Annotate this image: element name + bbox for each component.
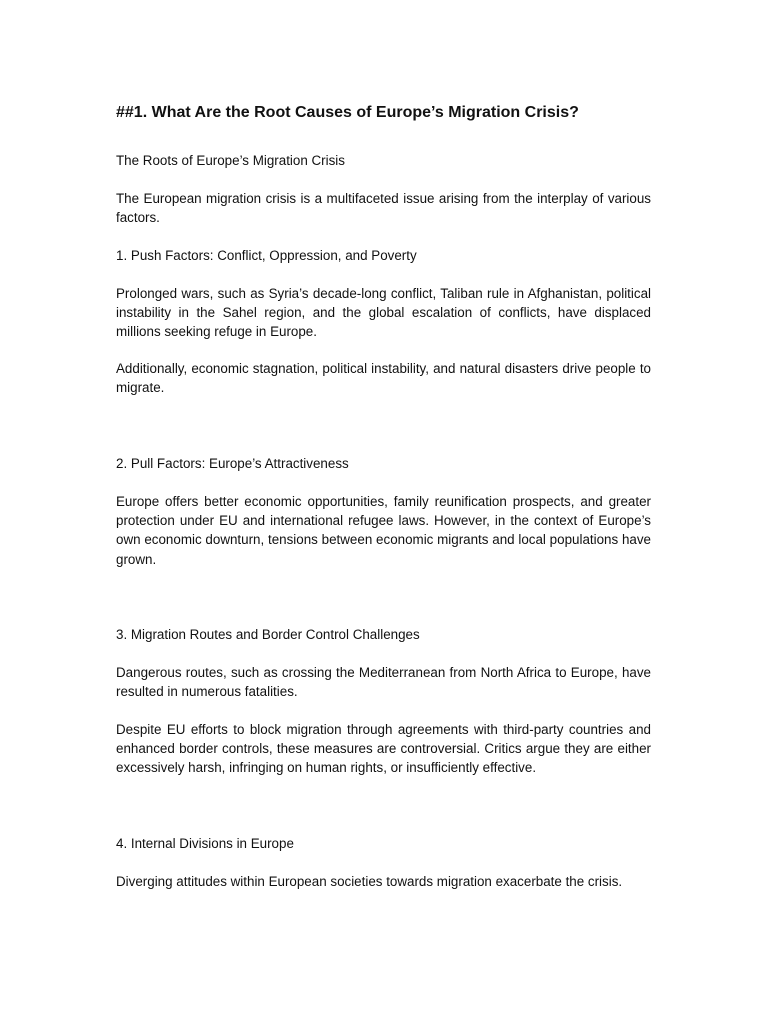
section-heading-internal-divisions: 4. Internal Divisions in Europe bbox=[116, 836, 294, 851]
paragraph-dangerous-routes: Dangerous routes, such as crossing the Mediterranean from North Africa to Europe, have resulted in numerous fatalities. bbox=[116, 665, 651, 700]
paragraph-prolonged-wars: Prolonged wars, such as Syria’s decade-long conflict, Taliban rule in Afghanistan, political instability in the Sahel region, and the global escalation of conflicts, have displaced millions seeking refuge in Europe. bbox=[116, 286, 651, 340]
paragraph-economic-stagnation: Additionally, economic stagnation, political instability, and natural disasters drive people to migrate. bbox=[116, 361, 651, 396]
paragraph-europe-offers: Europe offers better economic opportunities, family reunification prospects, and greater protection under EU and international refugee laws. However, in the context of Europe’s own economic downturn, tensions between economic migrants and local populations have grown. bbox=[116, 494, 651, 567]
paragraph-diverging-attitudes: Diverging attitudes within European societies towards migration exacerbate the crisis. bbox=[116, 874, 623, 889]
section-heading-migration-routes: 3. Migration Routes and Border Control Challenges bbox=[116, 627, 420, 642]
paragraph-eu-efforts: Despite EU efforts to block migration through agreements with third-party countries and enhanced border controls, these measures are controversial. Critics argue they are either excessively harsh, infringing on human rights, or insufficiently effective. bbox=[116, 722, 651, 776]
document-subtitle: The Roots of Europe’s Migration Crisis bbox=[116, 153, 345, 168]
section-heading-pull-factors: 2. Pull Factors: Europe’s Attractiveness bbox=[116, 456, 349, 471]
intro-paragraph: The European migration crisis is a multifaceted issue arising from the interplay of various factors. bbox=[116, 191, 651, 226]
section-heading-push-factors: 1. Push Factors: Conflict, Oppression, and Poverty bbox=[116, 248, 417, 263]
document-title: ##1. What Are the Root Causes of Europe’s Migration Crisis? bbox=[116, 104, 579, 121]
